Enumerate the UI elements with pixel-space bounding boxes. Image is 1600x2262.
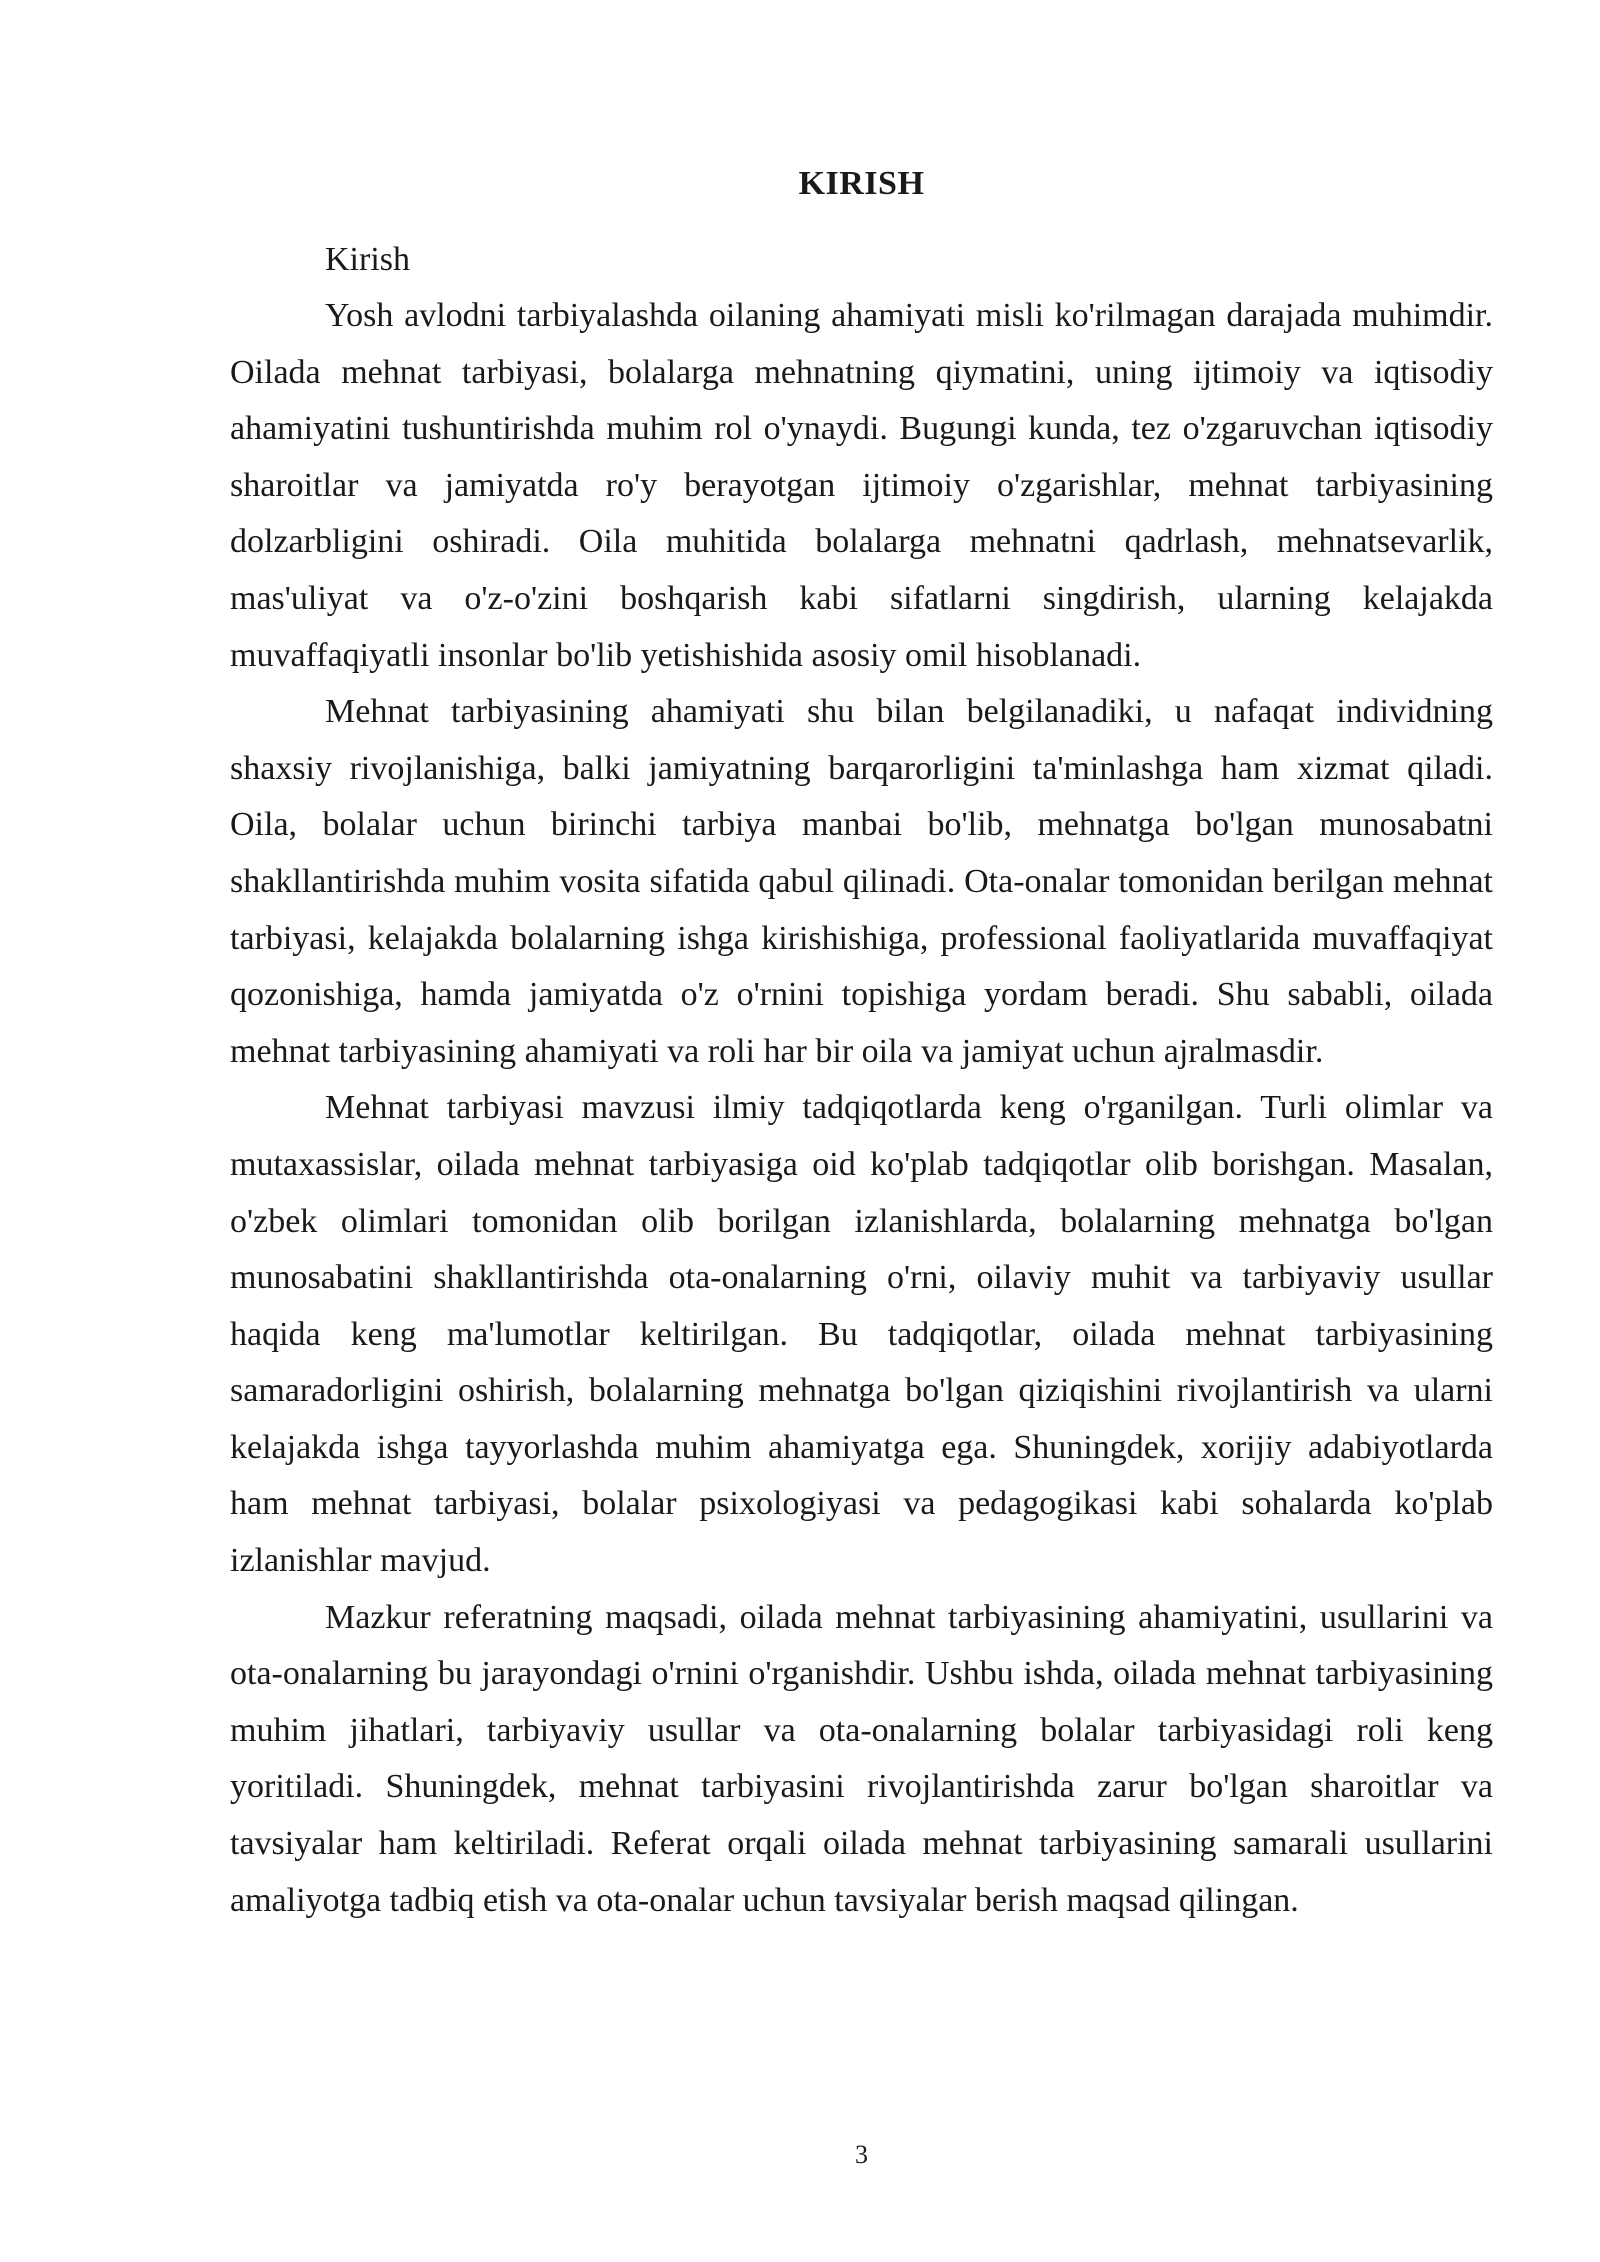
page-title: KIRISH: [798, 165, 925, 202]
section-subheading: Kirish: [325, 241, 410, 278]
paragraph-2: Mehnat tarbiyasining ahamiyati shu bilan belgilanadiki, u nafaqat individning shaxsiy rivojlanishiga, balki jamiyatning barqarorligini ta'minlashga ham xizmat qiladi. Oila, bolalar uchun birinchi tarbiya manbai bo'lib, mehnatga bo'lgan munosabatni shakllantirishda muhim vosita sifatida qabul qilinadi. Ota-onalar tomonidan berilgan mehnat tarbiyasi, kelajakda bolalarning ishga kirishishiga, professional faoliyatlarida muvaffaqiyat qozonishiga, hamda jamiyatda o'z o'rnini topishiga yordam beradi. Shu sababli, oilada mehnat tarbiyasining ahamiyati va roli har bir oila va jamiyat uchun ajralmasdir.: [230, 693, 1493, 1070]
document-page: [230, 150, 1493, 1929]
paragraph-4: Mazkur referatning maqsadi, oilada mehnat tarbiyasining ahamiyatini, usullarini va ota-onalarning bu jarayondagi o'rnini o'rganishdir. Ushbu ishda, oilada mehnat tarbiyasining muhim jihatlari, tarbiyaviy usullar va ota-onalarning bolalar tarbiyasidagi roli keng yoritiladi. Shuningdek, mehnat tarbiyasini rivojlantirishda zarur bo'lgan sharoitlar va tavsiyalar ham keltiriladi. Referat orqali oilada mehnat tarbiyasining samarali usullarini amaliyotga tadbiq etish va ota-onalar uchun tavsiyalar berish maqsad qilingan.: [230, 1598, 1493, 1919]
paragraph-1: Yosh avlodni tarbiyalashda oilaning ahamiyati misli ko'rilmagan darajada muhimdir. Oilada mehnat tarbiyasi, bolalarga mehnatning qiymatini, uning ijtimoiy va iqtisodiy ahamiyatini tushuntirishda muhim rol o'ynaydi. Bugungi kunda, tez o'zgaruvchan iqtisodiy sharoitlar va jamiyatda ro'y berayotgan ijtimoiy o'zgarishlar, mehnat tarbiyasining dolzarbligini oshiradi. Oila muhitida bolalarga mehnatni qadrlash, mehnatsevarlik, mas'uliyat va o'z-o'zini boshqarish kabi sifatlarni singdirish, ularning kelajakda muvaffaqiyatli insonlar bo'lib yetishishida asosiy omil hisoblanadi.: [230, 297, 1493, 674]
page-number: 3: [855, 2140, 868, 2169]
paragraph-3: Mehnat tarbiyasi mavzusi ilmiy tadqiqotlarda keng o'rganilgan. Turli olimlar va mutaxassislar, oilada mehnat tarbiyasiga oid ko'plab tadqiqotlar olib borishgan. Masalan, o'zbek olimlari tomonidan olib borilgan izlanishlarda, bolalarning mehnatga bo'lgan munosabatini shakllantirishda ota-onalarning o'rni, oilaviy muhit va tarbiyaviy usullar haqida keng ma'lumotlar keltirilgan. Bu tadqiqotlar, oilada mehnat tarbiyasining samaradorligini oshirish, bolalarning mehnatga bo'lgan qiziqishini rivojlantirish va ularni kelajakda ishga tayyorlashda muhim ahamiyatga ega. Shuningdek, xorijiy adabiyotlarda ham mehnat tarbiyasi, bolalar psixologiyasi va pedagogikasi kabi sohalarda ko'plab izlanishlar mavjud.: [230, 1089, 1493, 1580]
